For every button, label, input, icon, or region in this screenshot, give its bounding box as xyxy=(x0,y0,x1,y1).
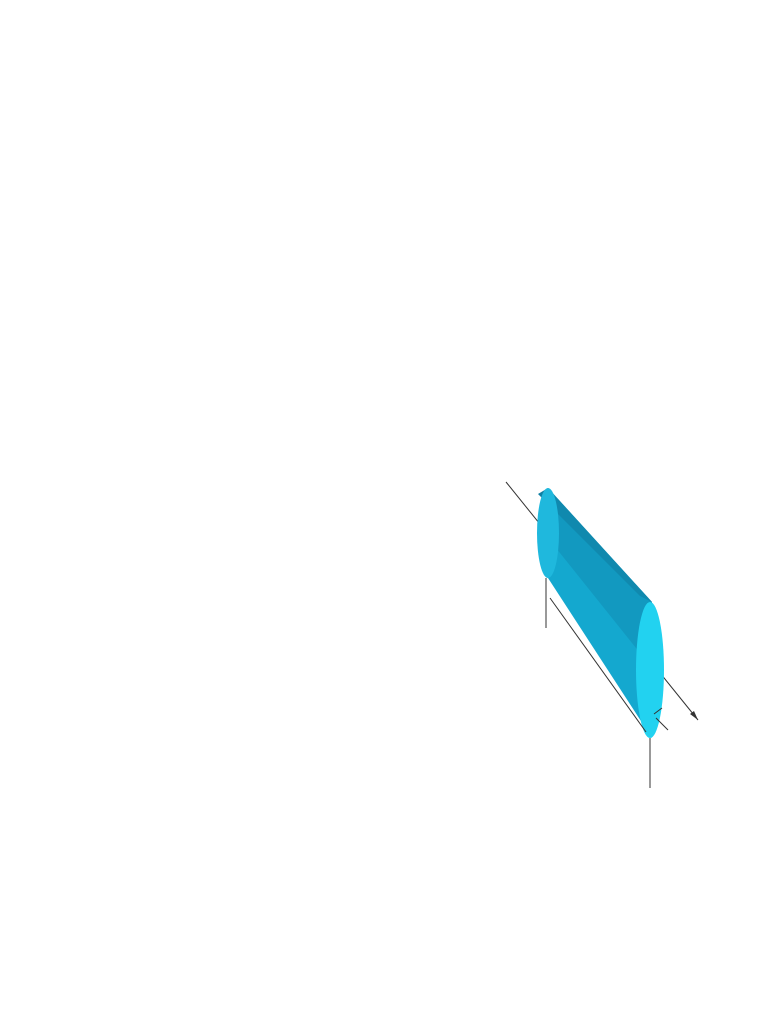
cylinder-right-end xyxy=(636,602,664,738)
cylinder-left-end xyxy=(537,488,559,578)
pressure-gradient-figure xyxy=(476,468,704,790)
cylinder-diagram xyxy=(476,468,704,790)
